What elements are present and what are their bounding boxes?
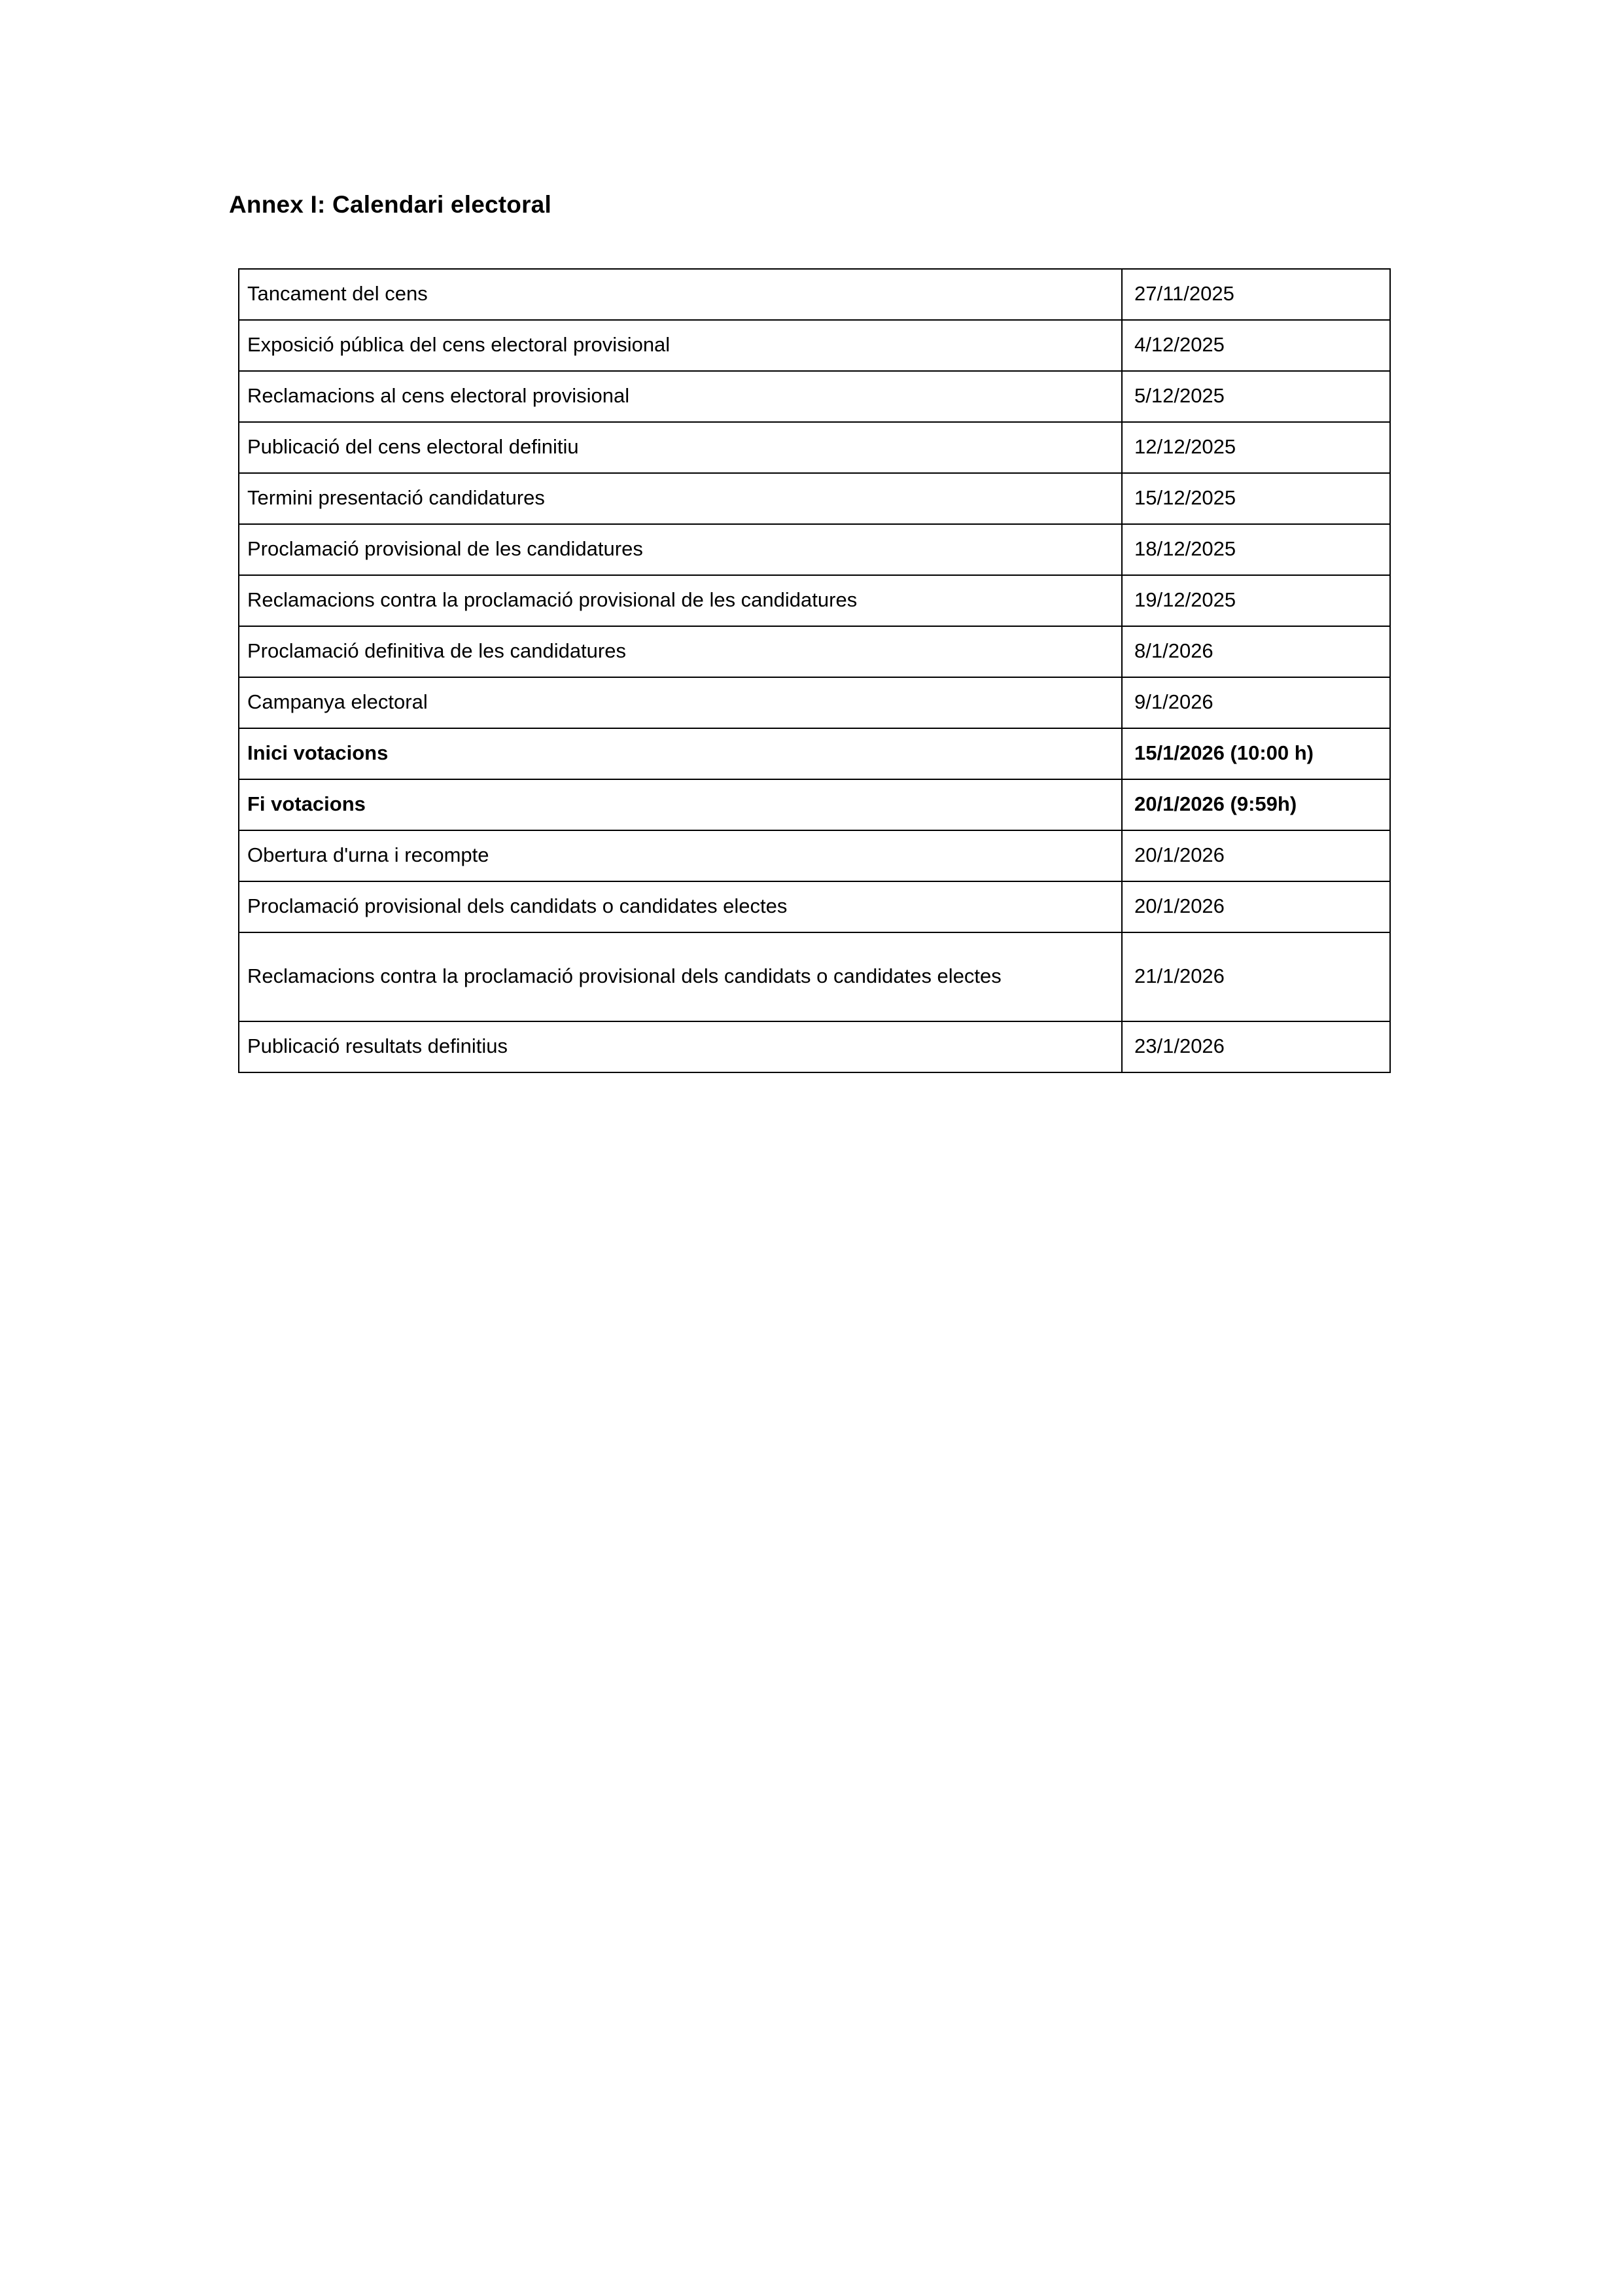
- table-row: [239, 626, 1390, 677]
- cell-date: 5/12/2025: [1122, 371, 1390, 422]
- cell-task: Tancament del cens: [239, 269, 1122, 320]
- table-row: [239, 269, 1390, 320]
- cell-date: 20/1/2026: [1122, 881, 1390, 932]
- table-row: [239, 728, 1390, 779]
- cell-task: Exposició pública del cens electoral provisional: [239, 320, 1122, 371]
- cell-date: 23/1/2026: [1122, 1021, 1390, 1072]
- cell-task: Reclamacions al cens electoral provisional: [239, 371, 1122, 422]
- cell-date: 4/12/2025: [1122, 320, 1390, 371]
- cell-date: 9/1/2026: [1122, 677, 1390, 728]
- cell-date: 21/1/2026: [1122, 932, 1390, 1021]
- cell-date: 8/1/2026: [1122, 626, 1390, 677]
- table-row: [239, 932, 1390, 1021]
- table-row: [239, 830, 1390, 881]
- cell-date: 20/1/2026 (9:59h): [1122, 779, 1390, 830]
- table-body: [239, 269, 1390, 1072]
- table-row: [239, 1021, 1390, 1072]
- cell-task: Proclamació provisional dels candidats o candidates electes: [239, 881, 1122, 932]
- cell-task: Fi votacions: [239, 779, 1122, 830]
- table-row: [239, 473, 1390, 524]
- page-title: Annex I: Calendari electoral: [229, 191, 551, 218]
- cell-task: Proclamació definitiva de les candidatures: [239, 626, 1122, 677]
- cell-task: Publicació resultats definitius: [239, 1021, 1122, 1072]
- cell-task: Publicació del cens electoral definitiu: [239, 422, 1122, 473]
- cell-date: 19/12/2025: [1122, 575, 1390, 626]
- cell-date: 15/12/2025: [1122, 473, 1390, 524]
- cell-task: Termini presentació candidatures: [239, 473, 1122, 524]
- table-row: [239, 524, 1390, 575]
- cell-date: 20/1/2026: [1122, 830, 1390, 881]
- table-row: [239, 422, 1390, 473]
- cell-task: Obertura d'urna i recompte: [239, 830, 1122, 881]
- cell-date: 18/12/2025: [1122, 524, 1390, 575]
- table-row: [239, 677, 1390, 728]
- cell-task: Campanya electoral: [239, 677, 1122, 728]
- electoral-calendar-table: [238, 268, 1391, 1073]
- table-row: [239, 779, 1390, 830]
- table-row: [239, 320, 1390, 371]
- table-row: [239, 371, 1390, 422]
- cell-task: Reclamacions contra la proclamació provisional de les candidatures: [239, 575, 1122, 626]
- cell-task: Inici votacions: [239, 728, 1122, 779]
- cell-task: Proclamació provisional de les candidatures: [239, 524, 1122, 575]
- cell-date: 27/11/2025: [1122, 269, 1390, 320]
- table-row: [239, 881, 1390, 932]
- cell-date: 12/12/2025: [1122, 422, 1390, 473]
- cell-task: Reclamacions contra la proclamació provisional dels candidats o candidates electes: [239, 932, 1122, 1021]
- table-row: [239, 575, 1390, 626]
- cell-date: 15/1/2026 (10:00 h): [1122, 728, 1390, 779]
